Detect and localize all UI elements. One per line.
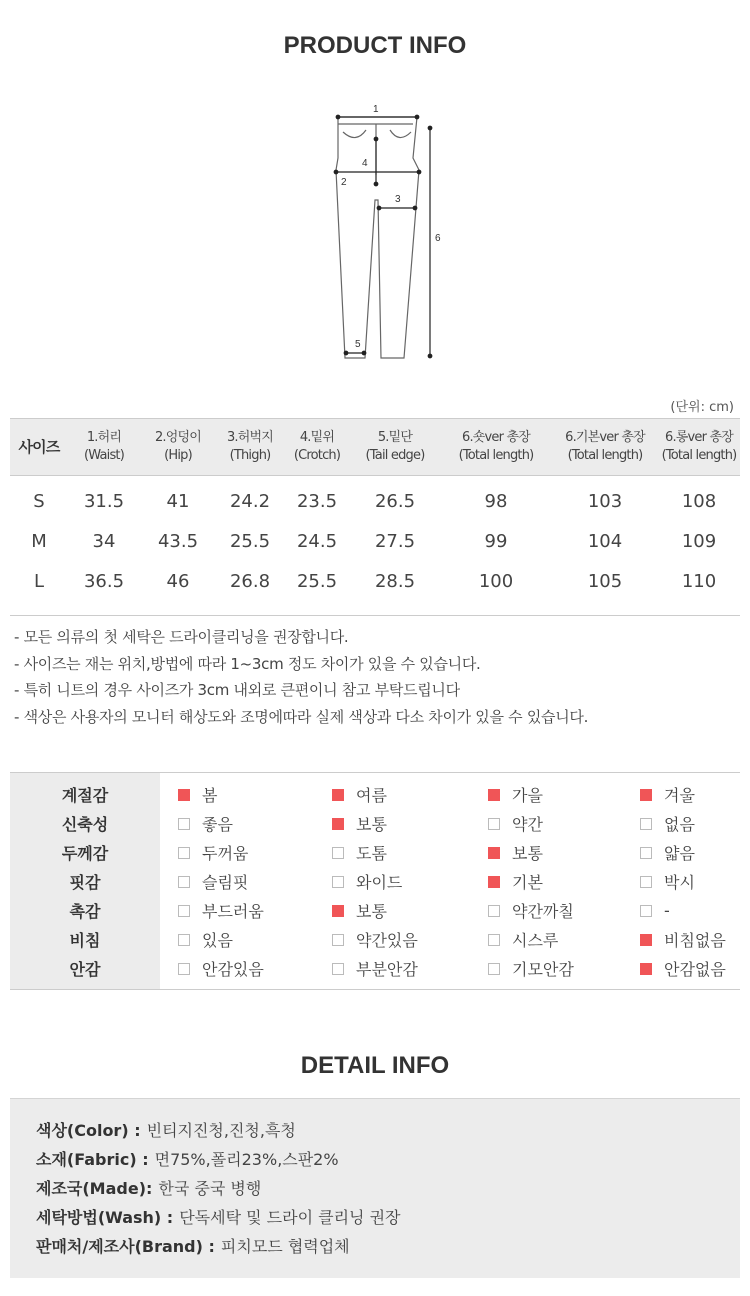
detail-value: 피치모드 협력업체 bbox=[220, 1237, 350, 1256]
size-header-cell bbox=[140, 419, 216, 475]
feel-option bbox=[332, 783, 387, 806]
size-value-cell: 26.5 bbox=[374, 490, 416, 512]
feel-option-label: 보통 bbox=[356, 902, 387, 921]
feel-option bbox=[178, 899, 264, 922]
size-header-name: 2.엉덩이 bbox=[154, 430, 202, 445]
feel-option bbox=[488, 957, 574, 980]
fabric-feel-table bbox=[10, 772, 740, 990]
unchecked-box-icon bbox=[488, 905, 500, 917]
feel-option-label: 얇음 bbox=[664, 844, 695, 863]
unchecked-box-icon bbox=[640, 847, 652, 859]
feel-option bbox=[332, 870, 402, 893]
feel-option-label: 있음 bbox=[202, 931, 233, 950]
size-header-cell bbox=[216, 419, 284, 475]
size-table bbox=[10, 418, 740, 616]
size-value-cell: 28.5 bbox=[374, 570, 416, 592]
detail-line bbox=[36, 1231, 714, 1260]
detail-key: 소재(Fabric) : bbox=[36, 1150, 149, 1169]
unchecked-box-icon bbox=[178, 847, 190, 859]
size-header-english: (Total length) bbox=[661, 448, 737, 463]
diagram-label-6: 6 bbox=[435, 233, 441, 244]
feel-option-label: 가을 bbox=[512, 786, 543, 805]
size-header-name: 6.기본ver 총장 bbox=[565, 430, 645, 445]
checked-box-icon bbox=[488, 847, 500, 859]
diagram-label-1: 1 bbox=[373, 104, 379, 115]
feel-option-label: 기모안감 bbox=[512, 960, 574, 979]
size-header-cell bbox=[350, 419, 440, 475]
size-header-name: 3.허벅지 bbox=[226, 430, 274, 445]
size-header-name: 4.밑위 bbox=[299, 430, 335, 445]
size-header-english: (Total length) bbox=[458, 448, 534, 463]
unchecked-box-icon bbox=[488, 963, 500, 975]
size-header-name: 5.밑단 bbox=[377, 430, 413, 445]
feel-row-label: 계절감 bbox=[61, 786, 109, 805]
feel-row bbox=[10, 867, 740, 896]
feel-option bbox=[640, 928, 726, 951]
feel-row-label: 신축성 bbox=[61, 815, 109, 834]
feel-option-label: 겨울 bbox=[664, 786, 695, 805]
size-value-cell: 41 bbox=[166, 490, 190, 512]
product-info-title: PRODUCT INFO bbox=[283, 32, 467, 59]
feel-row-label: 안감 bbox=[69, 960, 101, 979]
checked-box-icon bbox=[640, 963, 652, 975]
size-value-cell: 98 bbox=[484, 490, 508, 512]
feel-option-label: 부분안감 bbox=[356, 960, 418, 979]
detail-value: 한국 중국 병행 bbox=[158, 1179, 262, 1198]
detail-info-title: DETAIL INFO bbox=[300, 1052, 450, 1079]
size-value-cell: 103 bbox=[587, 490, 623, 512]
size-header-name: 1.허리 bbox=[86, 430, 122, 445]
size-header-name: 사이즈 bbox=[18, 438, 60, 456]
checked-box-icon bbox=[640, 934, 652, 946]
diagram-label-3: 3 bbox=[395, 194, 401, 205]
size-value-cell: 24.2 bbox=[229, 490, 271, 512]
unchecked-box-icon bbox=[178, 963, 190, 975]
detail-line bbox=[36, 1173, 714, 1202]
feel-option-label: 여름 bbox=[356, 786, 387, 805]
feel-option bbox=[488, 928, 558, 951]
size-header-english: (Thigh) bbox=[229, 448, 271, 463]
detail-key: 제조국(Made): bbox=[36, 1179, 153, 1198]
note-line: - 색상은 사용자의 모니터 해상도와 조명에따라 실제 색상과 다소 차이가 있을 수 있습니다. bbox=[14, 707, 589, 726]
checked-box-icon bbox=[332, 789, 344, 801]
feel-option-label: 도톰 bbox=[356, 844, 387, 863]
feel-option bbox=[640, 783, 695, 806]
unit-label: (단위: cm) bbox=[670, 400, 734, 415]
feel-row bbox=[10, 896, 740, 925]
size-header-cell bbox=[284, 419, 350, 475]
feel-row bbox=[10, 838, 740, 867]
unchecked-box-icon bbox=[332, 876, 344, 888]
feel-option-label: 약간 bbox=[512, 815, 543, 834]
note-line: - 모든 의류의 첫 세탁은 드라이클리닝을 권장합니다. bbox=[14, 628, 349, 646]
detail-key: 색상(Color) : bbox=[36, 1121, 141, 1140]
detail-info-box bbox=[10, 1098, 740, 1278]
size-header-cell bbox=[658, 419, 740, 475]
feel-row bbox=[10, 954, 740, 983]
feel-option-label: 봄 bbox=[202, 786, 218, 805]
size-header-english: (Total length) bbox=[567, 448, 643, 463]
size-value-cell: 108 bbox=[681, 490, 717, 512]
feel-option-label: - bbox=[664, 901, 670, 920]
detail-line bbox=[36, 1202, 714, 1231]
size-header-name: 6.롱ver 총장 bbox=[664, 430, 734, 445]
feel-option bbox=[332, 812, 387, 835]
size-name-cell: S bbox=[33, 490, 45, 512]
feel-row-label: 비침 bbox=[69, 931, 101, 950]
feel-option-label: 약간까칠 bbox=[512, 902, 574, 921]
size-value-cell: 109 bbox=[681, 530, 717, 552]
diagram-label-2: 2 bbox=[341, 177, 347, 188]
unchecked-box-icon bbox=[488, 818, 500, 830]
size-table-header bbox=[10, 418, 740, 476]
size-value-cell: 36.5 bbox=[83, 570, 125, 592]
feel-option bbox=[332, 928, 418, 951]
detail-key: 세탁방법(Wash) : bbox=[36, 1208, 174, 1227]
feel-option bbox=[640, 901, 670, 920]
feel-option-label: 기본 bbox=[512, 873, 543, 892]
feel-option bbox=[488, 841, 543, 864]
unchecked-box-icon bbox=[332, 963, 344, 975]
feel-option-label: 박시 bbox=[664, 873, 695, 892]
detail-key: 판매처/제조사(Brand) : bbox=[36, 1237, 215, 1256]
detail-line bbox=[36, 1115, 714, 1144]
feel-option-label: 보통 bbox=[512, 844, 543, 863]
feel-option-label: 부드러움 bbox=[202, 902, 264, 921]
feel-option bbox=[178, 812, 233, 835]
feel-option-label: 약간있음 bbox=[356, 931, 418, 950]
size-value-cell: 34 bbox=[92, 530, 116, 552]
unchecked-box-icon bbox=[640, 818, 652, 830]
unchecked-box-icon bbox=[178, 876, 190, 888]
unchecked-box-icon bbox=[178, 905, 190, 917]
feel-option bbox=[488, 899, 574, 922]
size-header-english: (Tail edge) bbox=[365, 448, 425, 463]
unchecked-box-icon bbox=[640, 905, 652, 917]
checked-box-icon bbox=[178, 789, 190, 801]
size-value-cell: 100 bbox=[478, 570, 514, 592]
size-value-cell: 110 bbox=[681, 570, 717, 592]
checked-box-icon bbox=[488, 789, 500, 801]
size-name-cell: L bbox=[33, 570, 45, 592]
size-value-cell: 104 bbox=[587, 530, 623, 552]
feel-option-label: 비침없음 bbox=[664, 931, 726, 950]
feel-option bbox=[640, 841, 695, 864]
checked-box-icon bbox=[640, 789, 652, 801]
feel-option bbox=[332, 899, 387, 922]
feel-option bbox=[640, 957, 726, 980]
unchecked-box-icon bbox=[178, 934, 190, 946]
feel-option-label: 좋음 bbox=[202, 815, 233, 834]
checked-box-icon bbox=[332, 818, 344, 830]
feel-option-label: 와이드 bbox=[356, 873, 403, 892]
table-row bbox=[10, 521, 740, 561]
unchecked-box-icon bbox=[488, 934, 500, 946]
feel-row-label: 두께감 bbox=[61, 844, 109, 863]
table-row bbox=[10, 561, 740, 601]
size-header-english: (Crotch) bbox=[293, 448, 341, 463]
feel-row-label: 촉감 bbox=[69, 902, 101, 921]
size-header-english: (Hip) bbox=[164, 448, 192, 463]
feel-option bbox=[178, 841, 248, 864]
checked-box-icon bbox=[488, 876, 500, 888]
size-value-cell: 26.8 bbox=[229, 570, 271, 592]
feel-option bbox=[178, 957, 264, 980]
unchecked-box-icon bbox=[640, 876, 652, 888]
feel-option bbox=[332, 957, 418, 980]
feel-row bbox=[10, 780, 740, 809]
size-name-cell: M bbox=[31, 530, 47, 552]
note-line: - 사이즈는 재는 위치,방법에 따라 1~3cm 정도 차이가 있을 수 있습니다. bbox=[14, 654, 481, 673]
feel-option-label: 시스루 bbox=[512, 931, 559, 950]
feel-option bbox=[640, 812, 695, 835]
feel-option bbox=[332, 841, 387, 864]
size-value-cell: 24.5 bbox=[296, 530, 338, 552]
size-header-cell bbox=[440, 419, 552, 475]
feel-option bbox=[640, 870, 695, 893]
feel-option-label: 안감있음 bbox=[202, 960, 264, 979]
size-value-cell: 99 bbox=[484, 530, 508, 552]
feel-option-label: 없음 bbox=[664, 815, 695, 834]
size-value-cell: 43.5 bbox=[157, 530, 199, 552]
size-table-body bbox=[10, 476, 740, 616]
feel-row bbox=[10, 809, 740, 838]
table-row bbox=[10, 481, 740, 521]
size-value-cell: 105 bbox=[587, 570, 623, 592]
pants-measurement-diagram bbox=[300, 100, 460, 370]
unchecked-box-icon bbox=[178, 818, 190, 830]
feel-row bbox=[10, 925, 740, 954]
checked-box-icon bbox=[332, 905, 344, 917]
note-line: - 특히 니트의 경우 사이즈가 3cm 내외로 큰편이니 참고 부탁드립니다 bbox=[14, 681, 460, 699]
size-value-cell: 31.5 bbox=[83, 490, 125, 512]
size-value-cell: 27.5 bbox=[374, 530, 416, 552]
feel-option bbox=[488, 812, 543, 835]
size-value-cell: 25.5 bbox=[229, 530, 271, 552]
feel-option-label: 보통 bbox=[356, 815, 387, 834]
feel-option-label: 두꺼움 bbox=[202, 844, 249, 863]
detail-value: 면75%,폴리23%,스판2% bbox=[154, 1150, 339, 1169]
size-header-english: (Waist) bbox=[83, 448, 124, 463]
feel-row-label: 핏감 bbox=[69, 873, 101, 892]
feel-option bbox=[178, 783, 217, 806]
detail-value: 빈티지진청,진청,흑청 bbox=[146, 1121, 296, 1140]
size-header-cell bbox=[552, 419, 658, 475]
care-notes bbox=[14, 624, 744, 730]
feel-option-label: 안감없음 bbox=[664, 960, 726, 979]
feel-option bbox=[178, 928, 233, 951]
size-value-cell: 25.5 bbox=[296, 570, 338, 592]
detail-line bbox=[36, 1144, 714, 1173]
unchecked-box-icon bbox=[332, 934, 344, 946]
feel-option bbox=[488, 870, 543, 893]
unchecked-box-icon bbox=[332, 847, 344, 859]
diagram-label-4: 4 bbox=[362, 158, 368, 169]
diagram-label-5: 5 bbox=[355, 339, 361, 350]
feel-option bbox=[488, 783, 543, 806]
size-header-name: 6.숏ver 총장 bbox=[461, 430, 531, 445]
size-header-cell bbox=[68, 419, 140, 475]
detail-value: 단독세탁 및 드라이 클리닝 권장 bbox=[179, 1208, 401, 1227]
feel-option-label: 슬림핏 bbox=[202, 873, 249, 892]
size-value-cell: 23.5 bbox=[296, 490, 338, 512]
size-value-cell: 46 bbox=[166, 570, 190, 592]
feel-option bbox=[178, 870, 248, 893]
size-header-cell bbox=[10, 419, 68, 475]
